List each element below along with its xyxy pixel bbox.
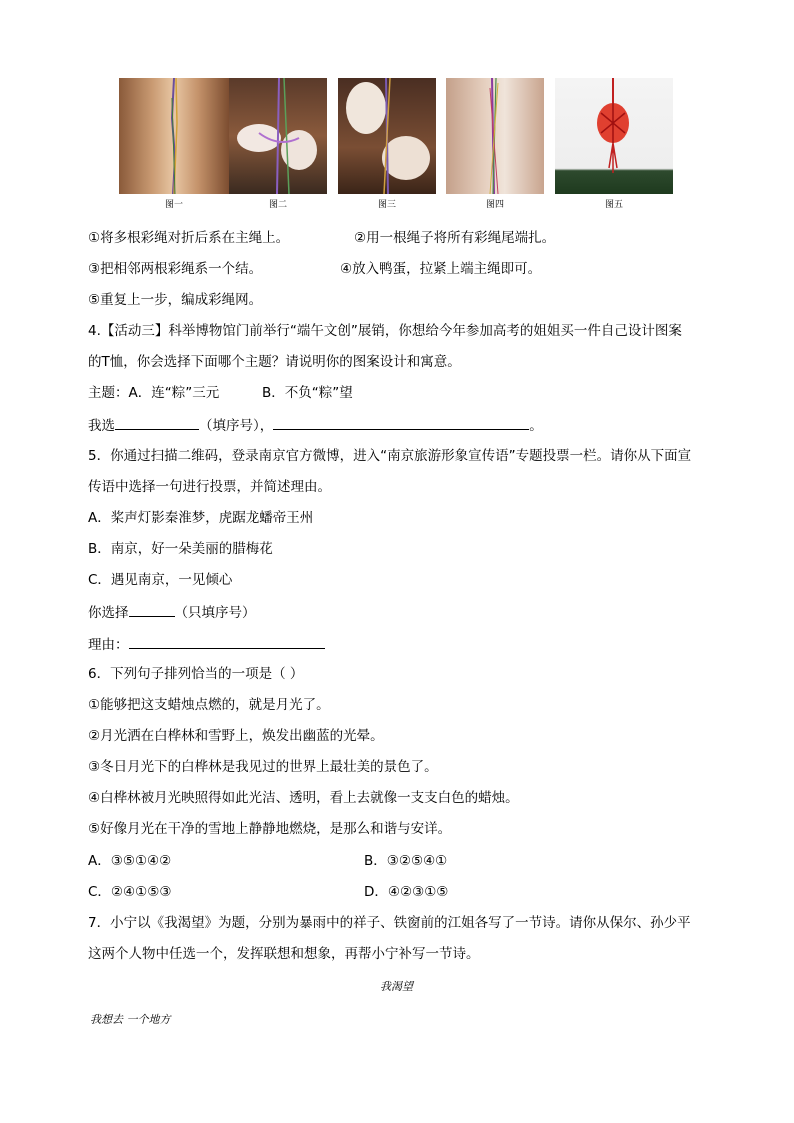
hands-knotting-photo xyxy=(338,78,436,194)
q5-option-a: A．桨声灯影秦淮梦，虎踞龙蟠帝王州 xyxy=(88,510,314,526)
q5-stem-line2: 传语中选择一句进行投票，并简述理由。 xyxy=(88,479,331,495)
poem-title: 我渴望 xyxy=(380,980,413,993)
q6-stem: 6．下列句子排列恰当的一项是（ ） xyxy=(88,666,304,682)
egg-in-net-photo xyxy=(555,78,673,194)
q6-sentence-5: ⑤好像月光在干净的雪地上静静地燃烧，是那么和谐与安详。 xyxy=(88,821,452,837)
figure-caption: 图五 xyxy=(604,200,623,210)
q6-option-c: C．②④①⑤③ xyxy=(88,884,172,900)
step-3: ③把相邻两根彩绳系一个结。 xyxy=(88,261,263,277)
q5-stem-line1: 5．你通过扫描二维码，登录南京官方微博，进入“南京旅游形象宣传语”专题投票一栏。请你从下面宣 xyxy=(88,448,692,464)
q6-sentence-3: ③冬日月光下的白桦林是我见过的世界上最壮美的景色了。 xyxy=(88,759,438,775)
rope-on-wood-photo xyxy=(119,78,229,194)
q5-choose-row xyxy=(88,601,256,623)
figure-2 xyxy=(229,78,327,210)
figure-caption: 图三 xyxy=(377,200,396,210)
figure-3 xyxy=(338,78,436,210)
figure-caption: 图四 xyxy=(485,200,504,210)
q6-sentence-1: ①能够把这支蜡烛点燃的，就是月光了。 xyxy=(88,697,330,713)
q4-choice-blank[interactable] xyxy=(115,414,199,430)
q7-stem-line1: 7．小宁以《我渴望》为题，分别为暴雨中的祥子、铁窗前的江姐各写了一节诗。请你从保尔、孙少平 xyxy=(88,915,691,931)
figure-4 xyxy=(446,78,544,210)
q5-choose-hint: （只填序号） xyxy=(174,605,256,621)
q5-choose-prefix: 你选择 xyxy=(88,605,129,621)
q4-stem-line1: 4.【活动三】科举博物馆门前举行“端午文创”展销，你想给今年参加高考的姐姐买一件自己设计图案 xyxy=(88,323,682,339)
step-2: ②用一根绳子将所有彩绳尾端扎。 xyxy=(354,230,556,246)
q7-stem-line2: 这两个人物中任选一个，发挥联想和想象，再帮小宁补写一节诗。 xyxy=(88,946,480,962)
q4-select-row xyxy=(88,414,543,436)
q4-stem-line2: 的T恤，你会选择下面哪个主题？请说明你的图案设计和寓意。 xyxy=(88,354,461,370)
q5-choice-blank[interactable] xyxy=(129,601,175,617)
poem-line-1: 我想去 一个地方 xyxy=(90,1013,171,1026)
q4-theme-b: B．不负“粽”望 xyxy=(262,385,353,401)
step-5: ⑤重复上一步，编成彩绳网。 xyxy=(88,292,263,308)
figure-row xyxy=(0,78,794,218)
q4-select-end: 。 xyxy=(529,418,543,434)
q4-select-hint: （填序号）， xyxy=(199,418,274,434)
q5-reason-label: 理由： xyxy=(88,637,129,653)
figure-caption: 图一 xyxy=(164,200,183,210)
q5-reason-blank[interactable] xyxy=(129,633,325,649)
q6-option-a: A．③⑤①④② xyxy=(88,853,172,869)
figure-caption: 图二 xyxy=(268,200,287,210)
figure-5 xyxy=(555,78,673,210)
figure-1 xyxy=(119,78,229,210)
q4-theme-a: 主题：A．连“粽”三元 xyxy=(88,385,220,401)
q6-sentence-4: ④白桦林被月光映照得如此光洁、透明，看上去就像一支支白色的蜡烛。 xyxy=(88,790,519,806)
rope-net-photo xyxy=(446,78,544,194)
hands-tying-rope-photo xyxy=(229,78,327,194)
q6-sentence-2: ②月光洒在白桦林和雪野上，焕发出幽蓝的光晕。 xyxy=(88,728,384,744)
q6-option-d: D．④②③①⑤ xyxy=(364,884,449,900)
q5-option-b: B．南京，好一朵美丽的腊梅花 xyxy=(88,541,273,557)
q6-option-b: B．③②⑤④① xyxy=(364,853,448,869)
step-4: ④放入鸭蛋，拉紧上端主绳即可。 xyxy=(340,261,542,277)
q5-reason-row xyxy=(88,633,325,655)
q5-option-c: C．遇见南京，一见倾心 xyxy=(88,572,233,588)
step-1: ①将多根彩绳对折后系在主绳上。 xyxy=(88,230,290,246)
q4-select-prefix: 我选 xyxy=(88,418,115,434)
q4-design-blank[interactable] xyxy=(273,414,529,430)
